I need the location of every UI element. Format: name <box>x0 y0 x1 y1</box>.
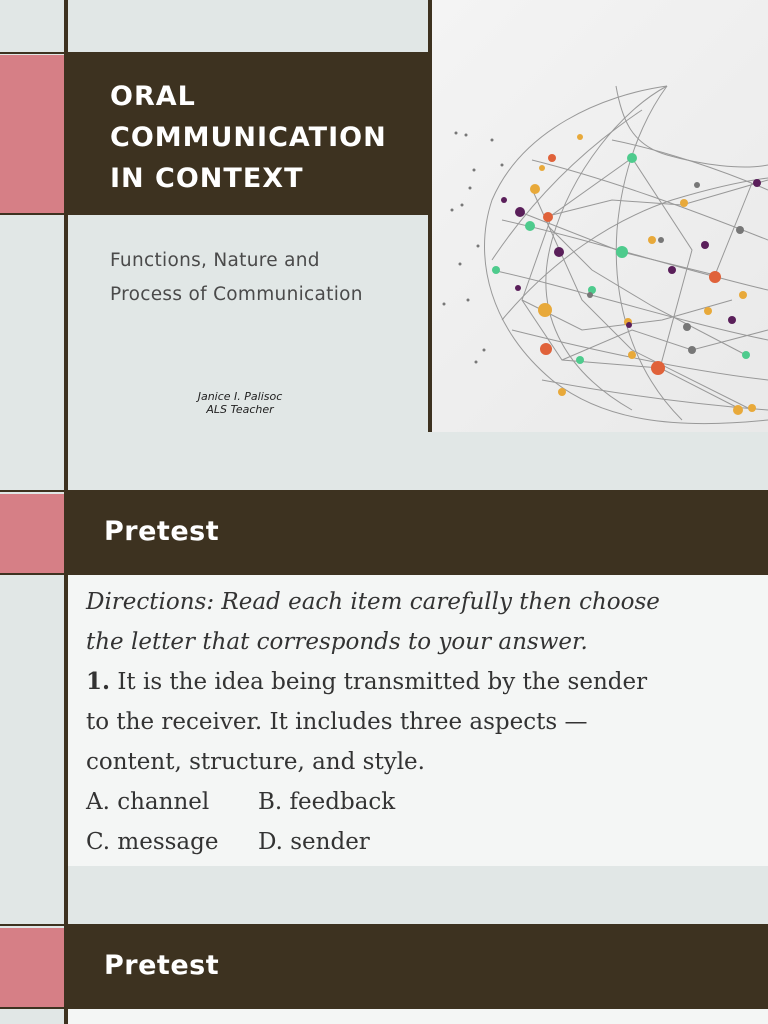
directions-line: the letter that corresponds to your answer. <box>86 629 588 655</box>
vertical-rule <box>64 0 68 432</box>
network-globe-icon <box>432 0 768 432</box>
pink-accent-block <box>0 494 64 574</box>
author-block <box>140 390 340 416</box>
question-line: to the receiver. It includes three aspects — <box>86 709 588 735</box>
option-c: C. message <box>86 829 219 855</box>
option-a: A. channel <box>86 789 210 815</box>
title-line: COMMUNICATION <box>110 122 387 153</box>
slide-title: Pretest <box>104 516 220 547</box>
pink-accent-block <box>0 55 64 213</box>
pink-accent-block <box>0 928 64 1008</box>
author-role: ALS Teacher <box>206 403 274 416</box>
question-content <box>86 582 756 862</box>
slide-3 <box>0 866 768 1024</box>
question-line: content, structure, and style. <box>86 749 425 775</box>
slide-title: Pretest <box>104 950 220 981</box>
subtitle-line: Functions, Nature and <box>110 250 320 271</box>
slide-1 <box>0 0 768 432</box>
content-panel <box>68 1009 768 1024</box>
item-number: 1. <box>86 668 111 695</box>
author-name: Janice I. Palisoc <box>197 390 283 403</box>
title-line: IN CONTEXT <box>110 163 304 194</box>
options-row <box>86 782 756 822</box>
slide-subtitle <box>110 244 363 312</box>
network-globe-image <box>432 0 768 432</box>
slide-2 <box>0 432 768 866</box>
slide-title <box>110 76 387 199</box>
subtitle-line: Process of Communication <box>110 284 363 305</box>
option-d: D. sender <box>258 829 370 855</box>
directions-line: Directions: Read each item carefully then choose <box>86 589 660 615</box>
title-line: ORAL <box>110 81 196 112</box>
question-line <box>86 662 756 702</box>
option-b: B. feedback <box>258 789 396 815</box>
options-row <box>86 822 756 862</box>
question-text: It is the idea being transmitted by the sender <box>110 669 648 695</box>
